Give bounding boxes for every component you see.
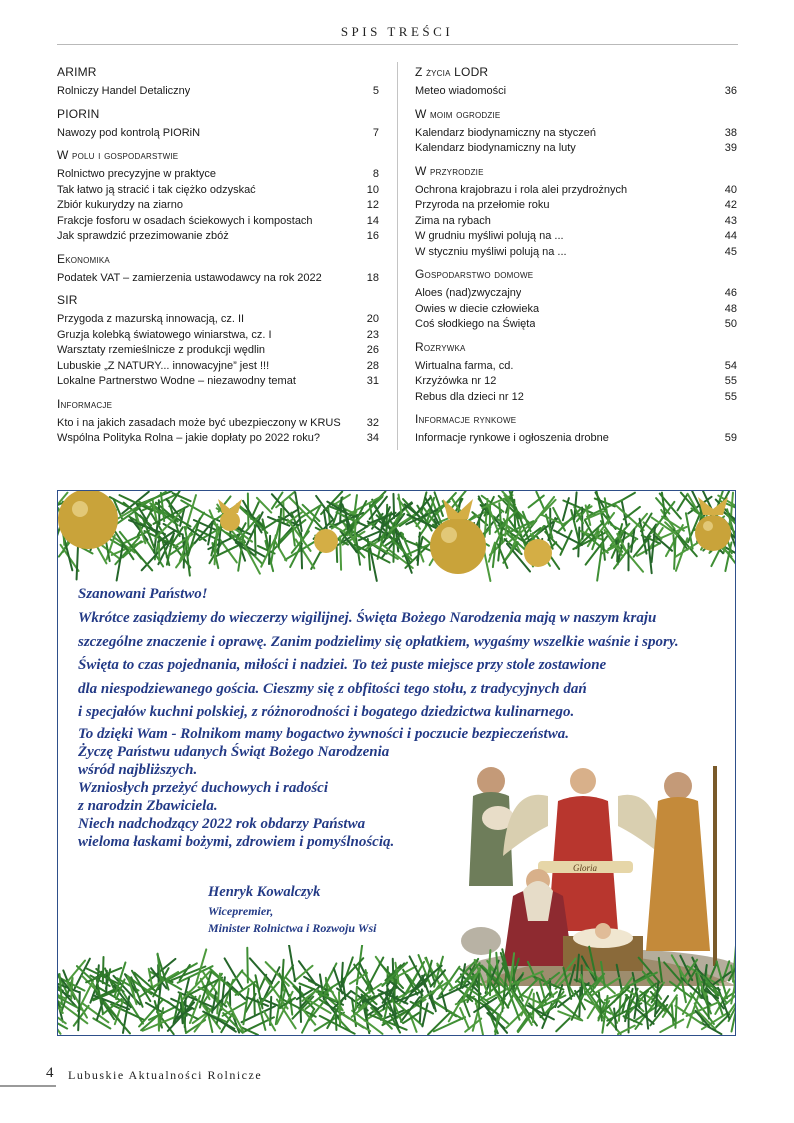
toc-section-informacje-rynkowe <box>415 411 737 447</box>
toc-entry[interactable] <box>415 390 737 406</box>
toc-entry[interactable] <box>57 343 379 359</box>
toc-section-title: Ekonomika <box>57 251 110 266</box>
toc-entry-title: Aloes (nad)zwyczajny <box>415 287 522 299</box>
toc-left-column <box>57 64 379 453</box>
toc-entry[interactable] <box>415 141 737 157</box>
message-line: Święta to czas pojednania, miłości i nadziei. To też puste miejsce przy stole zostawione <box>78 657 607 673</box>
toc-entry-page: 5 <box>372 85 379 97</box>
toc-section-sir <box>57 292 379 390</box>
toc-section-w-przyrodzie <box>415 163 737 261</box>
toc-entry[interactable] <box>57 198 379 214</box>
toc-entry-title: Rebus dla dzieci nr 12 <box>415 390 524 403</box>
toc-entry-page: 28 <box>366 359 379 372</box>
toc-entry-title: Przyroda na przełomie roku <box>415 199 550 211</box>
toc-entry-title: Wirtualna farma, cd. <box>415 359 514 372</box>
wish-line: wieloma łaskami bożymi, zdrowiem i pomyślnością. <box>78 833 395 850</box>
toc-entry-title: Zbiór kukurydzy na ziarno <box>57 199 183 211</box>
header-divider <box>57 44 738 45</box>
toc-entry[interactable] <box>57 374 379 390</box>
toc-entry[interactable] <box>57 328 379 344</box>
toc-entry[interactable] <box>57 431 379 447</box>
toc-entry-page: 8 <box>372 168 379 180</box>
toc-section-w-moim-ogrodzie <box>415 106 737 157</box>
greeting-salutation: Szanowani Państwo! <box>78 586 208 602</box>
toc-entry-page: 14 <box>366 214 379 227</box>
toc-entry-title: Ochrona krajobrazu i rola alei przydrożnych <box>415 183 628 196</box>
signature-name: Henryk Kowalczyk <box>208 884 321 900</box>
column-divider <box>397 62 398 450</box>
toc-entry-page: 40 <box>724 183 737 196</box>
message-line: To dzięki Wam - Rolnikom mamy bogactwo żywności i poczucie bezpieczeństwa. <box>78 725 569 742</box>
toc-section-informacje <box>57 396 379 447</box>
toc-entry-page: 50 <box>724 318 737 330</box>
signature-role: Wicepremier, <box>208 904 274 918</box>
toc-right-column <box>415 64 737 453</box>
toc-entry-title: Jak sprawdzić przezimowanie zbóż <box>57 230 229 242</box>
toc-entry-page: 18 <box>366 271 379 284</box>
publication-title: Lubuskie Aktualności Rolnicze <box>68 1068 263 1082</box>
angel-banner-text: Gloria <box>572 863 598 873</box>
toc-entry-title: Coś słodkiego na Święta <box>415 318 536 330</box>
toc-entry-title: Nawozy pod kontrolą PIORiN <box>57 126 201 139</box>
toc-section-title: ARIMR <box>57 65 97 79</box>
toc-section-title: Z życia LODR <box>415 65 489 79</box>
wish-line: Życzę Państwu udanych Świąt Bożego Narodzenia <box>78 743 390 760</box>
toc-section-gospodarstwo-domowe <box>415 266 737 333</box>
message-line: i specjałów kuchni polskiej, z różnorodności i bogatego dziedzictwa kulinarnego. <box>78 704 575 720</box>
christmas-greeting-card <box>57 490 736 1036</box>
toc-entry-title: Kalendarz biodynamiczny na luty <box>415 142 576 154</box>
toc-entry-title: Lubuskie „Z NATURY... innowacyjne” jest !!! <box>57 359 270 372</box>
toc-entry[interactable] <box>415 374 737 390</box>
toc-entry-title: Lokalne Partnerstwo Wodne – niezawodny temat <box>57 375 296 387</box>
toc-section-ekonomika <box>57 251 379 287</box>
toc-entry-title: Przygoda z mazurską innowacją, cz. II <box>57 313 245 325</box>
toc-section-w-polu-i-gospodarstwie <box>57 147 379 245</box>
signature-block <box>208 884 377 937</box>
toc-entry[interactable] <box>415 84 737 100</box>
toc-section-title: Rozrywka <box>415 339 466 354</box>
toc-entry-title: Podatek VAT – zamierzenia ustawodawcy na rok 2022 <box>57 271 322 284</box>
toc-entry-page: 10 <box>366 183 379 196</box>
message-line: szczególne znaczenie i oprawę. Zanim podzielimy się opłatkiem, wygaśmy wszelkie waśnie i spory. <box>78 633 679 650</box>
toc-entry-title: W grudniu myśliwi polują na ... <box>415 230 564 242</box>
toc-entry[interactable] <box>57 183 379 199</box>
toc-entry[interactable] <box>415 302 737 318</box>
toc-entry-page: 39 <box>724 142 737 154</box>
toc-section-title: Informacje <box>57 396 113 411</box>
wish-line: z narodzin Zbawiciela. <box>78 797 218 814</box>
toc-entry-title: Gruzja kolebką światowego winiarstwa, cz. I <box>57 328 272 341</box>
toc-entry[interactable] <box>415 245 737 261</box>
toc-section-title: PIORIN <box>57 106 100 121</box>
toc-entry-title: Informacje rynkowe i ogłoszenia drobne <box>415 432 609 444</box>
wish-line: wśród najbliższych. <box>78 761 198 778</box>
toc-entry[interactable] <box>57 271 379 287</box>
toc-entry-page: 32 <box>366 416 379 429</box>
toc-entry-page: 20 <box>366 313 379 325</box>
message-line: Wkrótce zasiądziemy do wieczerzy wigilijnej. Święta Bożego Narodzenia mają w naszym kraju <box>78 610 657 626</box>
toc-entry-title: Owies w diecie człowieka <box>415 302 540 315</box>
page-number: 4 <box>46 1065 54 1081</box>
toc-entry[interactable] <box>415 229 737 245</box>
message-line: dla niespodziewanego gościa. Cieszmy się z obfitości tego stołu, z tradycyjnych dań <box>78 680 587 697</box>
toc-entry-title: Rolniczy Handel Detaliczny <box>57 85 191 97</box>
toc-entry[interactable] <box>415 183 737 199</box>
toc-entry-title: Wspólna Polityka Rolna – jakie dopłaty po 2022 roku? <box>57 432 320 444</box>
toc-entry-page: 45 <box>724 245 737 258</box>
toc-entry-page: 23 <box>366 328 379 341</box>
toc-entry-page: 31 <box>366 375 379 387</box>
toc-entry[interactable] <box>415 359 737 375</box>
footer-rule <box>0 1085 56 1087</box>
toc-entry-title: Meteo wiadomości <box>415 85 507 97</box>
toc-entry-title: W styczniu myśliwi polują na ... <box>415 245 567 258</box>
toc-entry-title: Tak łatwo ją stracić i tak ciężko odzyskać <box>57 183 256 196</box>
toc-entry-page: 42 <box>724 199 737 211</box>
toc-section-title: Gospodarstwo domowe <box>415 267 534 281</box>
toc-entry[interactable] <box>57 126 379 142</box>
toc-entry-page: 38 <box>724 126 737 139</box>
toc-entry[interactable] <box>57 214 379 230</box>
toc-entry-page: 36 <box>724 85 737 97</box>
wish-line: Niech nadchodzący 2022 rok obdarzy Państwa <box>78 815 366 832</box>
toc-section-title: W przyrodzie <box>415 163 484 178</box>
toc-entry[interactable] <box>57 229 379 245</box>
toc-entry-page: 48 <box>724 302 737 315</box>
toc-entry-page: 54 <box>724 359 737 372</box>
toc-entry-page: 16 <box>366 230 379 242</box>
toc-section-arimr <box>57 64 379 100</box>
toc-section-title: Informacje rynkowe <box>415 412 517 426</box>
toc-entry[interactable] <box>57 312 379 328</box>
toc-entry[interactable] <box>57 84 379 100</box>
toc-entry-title: Rolnictwo precyzyjne w praktyce <box>57 168 216 180</box>
toc-section-title: W polu i gospodarstwie <box>57 148 179 162</box>
toc-entry-page: 55 <box>724 375 737 387</box>
toc-entry-page: 59 <box>724 432 737 444</box>
toc-entry-page: 26 <box>366 344 379 356</box>
toc-entry[interactable] <box>415 286 737 302</box>
toc-entry-page: 44 <box>724 230 737 242</box>
toc-section-title: SIR <box>57 293 78 307</box>
toc-section-rozrywka <box>415 339 737 406</box>
toc-entry[interactable] <box>57 359 379 375</box>
toc-entry-page: 34 <box>366 432 379 444</box>
toc-entry-title: Frakcje fosforu w osadach ściekowych i kompostach <box>57 214 313 227</box>
toc-entry[interactable] <box>57 416 379 432</box>
toc-entry-title: Warsztaty rzemieślnicze z produkcji wędlin <box>57 344 266 356</box>
toc-entry-title: Zima na rybach <box>415 214 491 227</box>
toc-section-piorin <box>57 106 379 142</box>
toc-entry[interactable] <box>415 198 737 214</box>
page-header-title: SPIS TREŚCI <box>340 24 454 39</box>
toc-entry[interactable] <box>415 214 737 230</box>
wish-line: Wzniosłych przeżyć duchowych i radości <box>78 779 329 796</box>
toc-entry[interactable] <box>415 317 737 333</box>
toc-entry-title: Krzyżówka nr 12 <box>415 375 497 387</box>
signature-role: Minister Rolnictwa i Rozwoju Wsi <box>208 921 377 935</box>
toc-entry-page: 43 <box>724 214 737 227</box>
toc-entry[interactable] <box>415 126 737 142</box>
toc-entry-page: 55 <box>724 390 737 403</box>
toc-entry-title: Kalendarz biodynamiczny na styczeń <box>415 126 596 139</box>
toc-entry-page: 46 <box>724 287 737 299</box>
toc-entry-page: 12 <box>366 199 379 211</box>
pine-garland-bottom <box>58 945 736 1035</box>
toc-section-title: W moim ogrodzie <box>415 106 501 121</box>
toc-entry-page: 7 <box>372 126 379 139</box>
toc-entry[interactable] <box>57 167 379 183</box>
toc-entry[interactable] <box>415 431 737 447</box>
toc-section-z-zycia-lodr <box>415 64 737 100</box>
toc-entry-title: Kto i na jakich zasadach może być ubezpieczony w KRUS <box>57 416 341 429</box>
